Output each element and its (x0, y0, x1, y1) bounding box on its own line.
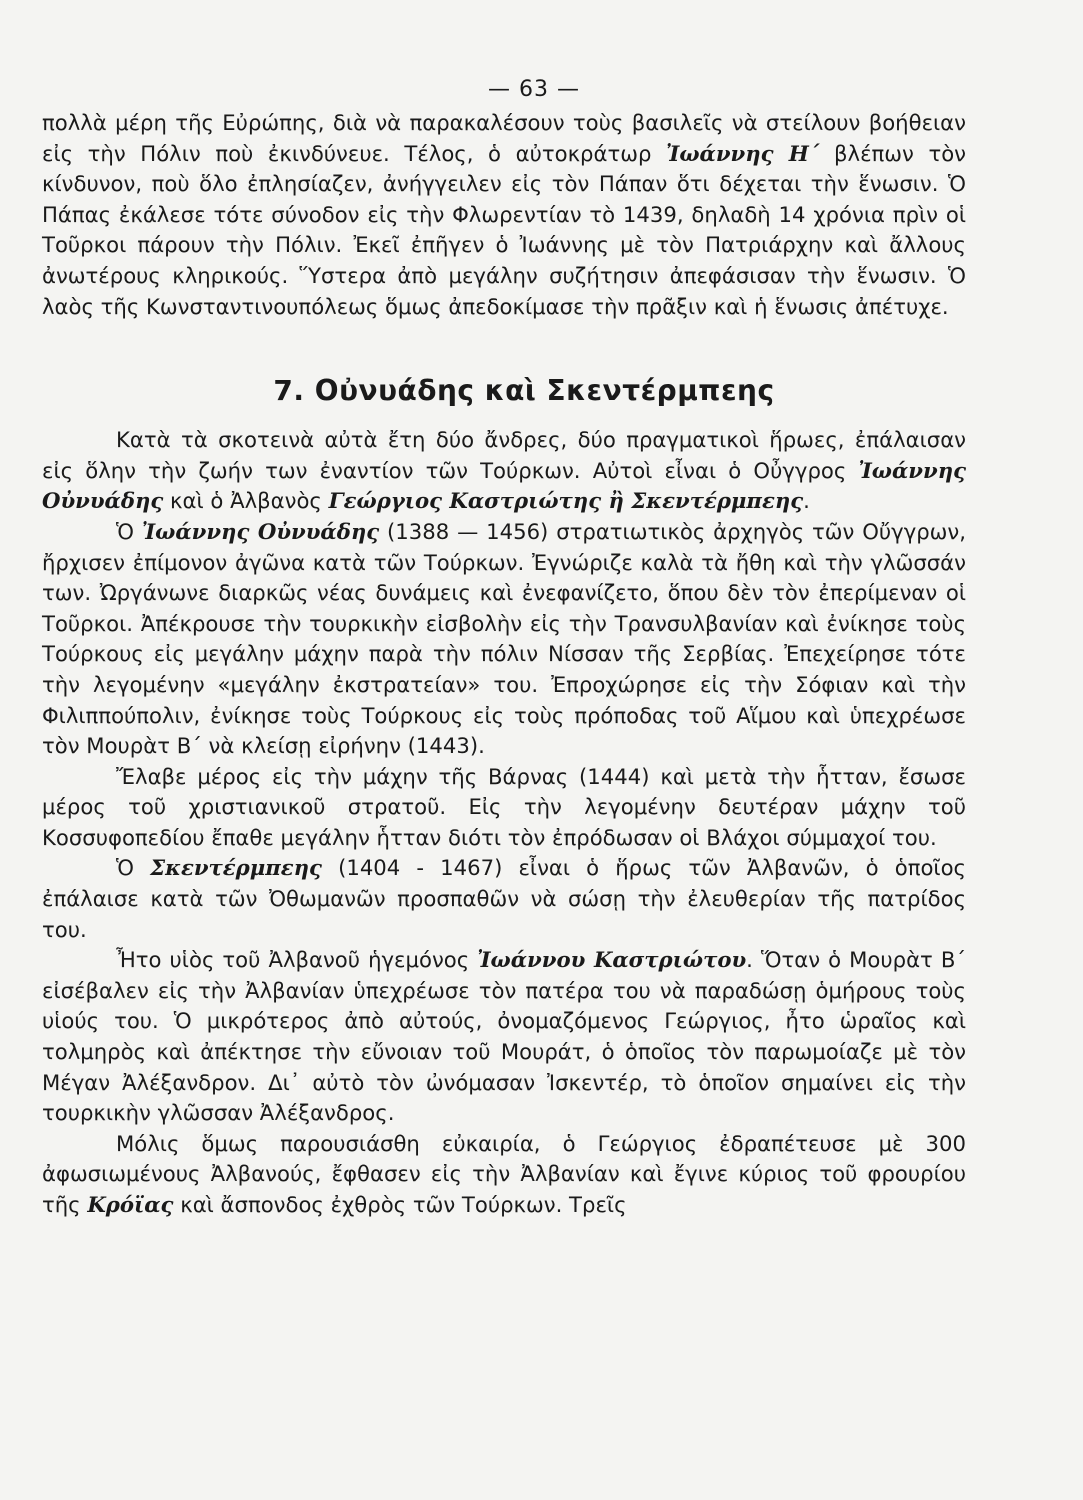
person-name: Ἰωάννης Οὐνυάδης (141, 518, 380, 544)
text-run: Ὁ (116, 855, 151, 881)
text-run: βλέπων τὸν κίνδυνον, ποὺ ὅλο ἐπλησίαζεν, ἀνήγγειλεν εἰς τὸν Πάπαν ὅτι δέχεται τὴν ἕνωσιν. Ὁ Πάπας ἐκάλεσε τότε σύνοδον εἰς τὴν Φλωρεντίαν τὸ 1439, δηλαδὴ 14 χρόνια πρὶν οἱ Τοῦρκοι πάρουν τὴν Πόλιν. Ἐκεῖ ἐπῆγεν ὁ Ἰωάννης μὲ τὸν Πατριάρχην καὶ ἄλλους ἀνωτέρους κληρικούς. Ὕστερα ἀπὸ μεγάλην συζήτησιν ἀπεφάσισαν τὴν ἕνωσιν. Ὁ λαὸς τῆς Κωνσταντινουπόλεως ὅμως ἀπεδοκίμασε τὴν πρᾶξιν καὶ ἡ ἕνωσις ἀπέτυχε. (42, 140, 967, 319)
text-run: καὶ ὁ Ἀλβανὸς (163, 488, 329, 514)
section-title: 7. Οὐνυάδης καὶ Σκεντέρμπεης (273, 374, 775, 408)
paragraph-1 (42, 425, 966, 517)
text-run: Ἦτο υἱὸς τοῦ Ἀλβανοῦ ἡγεμόνος (116, 947, 478, 973)
paragraph-6 (42, 1129, 966, 1221)
text-run: . Ὅταν ὁ Μουρὰτ Β΄ εἰσέβαλεν εἰς τὴν Ἀλβανίαν ὑπεχρέωσε τὸν πατέρα του νὰ παραδώσῃ ὁμήρους τοὺς υἱούς του. Ὁ μικρότερος ἀπὸ αὐτούς, ὀνομαζόμενος Γεώργιος, ἦτο ὡραῖος καὶ τολμηρὸς καὶ ἀπέκτησε τὴν εὔνοιαν τοῦ Μουράτ, ὁ ὁποῖος τὸν παρωμοίαζε μὲ τὸν Μέγαν Ἀλέξανδρον. Δι᾽ αὐτὸ τὸν ὠνόμασαν Ἰσκεντέρ, τὸ ὁποῖον σημαίνει εἰς τὴν τουρκικὴν γλῶσσαν Ἀλέξανδρος. (42, 947, 966, 1126)
text-run: (1404 - 1467) εἶναι ὁ ἥρως τῶν Ἀλβανῶν, ὁ ὁποῖος ἐπάλαισε κατὰ τῶν Ὀθωμανῶν προσπαθῶν νὰ σώσῃ τὴν ἐλευθερίαν τῆς πατρίδος του. (42, 855, 966, 942)
paragraph-3: Ἔλαβε μέρος εἰς τὴν μάχην τῆς Βάρνας (1444) καὶ μετὰ τὴν ἧτταν, ἔσωσε μέρος τοῦ χριστιανικοῦ στρατοῦ. Εἰς τὴν λεγομένην δευτέραν μάχην τοῦ Κοσσυφοπεδίου ἔπαθε μεγάλην ἧτταν διότι τὸν ἐπρόδωσαν οἱ Βλάχοι σύμμαχοί του. (42, 763, 966, 850)
text-run: καὶ ἄσπονδος ἐχθρὸς τῶν Τούρκων. Τρεῖς (173, 1192, 627, 1217)
text-run: Ὁ (116, 518, 142, 544)
intro-paragraph (42, 108, 966, 322)
paragraph-4 (42, 853, 966, 945)
text-run: (1388 — 1456) στρατιωτικὸς ἀρχηγὸς τῶν Οὔγγρων, ἤρχισεν ἐπίμονον ἀγῶνα κατὰ τῶν Τούρκων. Ἐγνώριζε καλὰ τὰ ἤθη καὶ τὴν γλῶσσάν των. Ὠργάνωνε διαρκῶς νέας δυνάμεις καὶ ἐνεφανίζετο, ὅπου δὲν τὸν ἐπερίμεναν οἱ Τοῦρκοι. Ἀπέκρουσε τὴν τουρκικὴν εἰσβολὴν εἰς τὴν Τρανσυλβανίαν καὶ ἐνίκησε τοὺς Τούρκους εἰς μεγάλην μάχην παρὰ τὴν πόλιν Νίσσαν τῆς Σερβίας. Ἐπεχείρησε τότε τὴν λεγομένην «μεγάλην ἐκστρατείαν» του. Ἐπροχώρησε εἰς τὴν Σόφιαν καὶ τὴν Φιλιππούπολιν, ἐνίκησε τοὺς Τούρκους εἰς τοὺς πρόποδας τοῦ Αἵμου καὶ ὑπεχρέωσε τὸν Μουρὰτ Β΄ νὰ κλείσῃ εἰρήνην (1443). (42, 518, 966, 759)
paragraph-5 (42, 945, 966, 1129)
person-name: Ἰωάννου Καστριώτου (477, 947, 747, 973)
person-name: Σκεντέρμπεης (150, 855, 322, 881)
person-name: Γεώργιος Καστριώτης ἢ Σκεντέρμπεης (328, 488, 804, 514)
text-run: Κατὰ τὰ σκοτεινὰ αὐτὰ ἔτη δύο ἄνδρες, δύο πραγματικοὶ ἥρωες, ἐπάλαισαν εἰς ὅλην τὴν ζωήν των ἐναντίον τῶν Τούρκων. Αὐτοὶ εἶναι ὁ Οὖγγρος (42, 427, 966, 483)
text-run: . (803, 488, 810, 514)
text-run: Μόλις ὅμως παρουσιάσθη εὐκαιρία, ὁ Γεώργιος ἐδραπέτευσε μὲ 300 ἀφωσιωμένους Ἀλβανούς, ἔφθασεν εἰς τὴν Ἀλβανίαν καὶ ἔγινε κύριος τοῦ φρουρίου τῆς (42, 1130, 966, 1217)
page-number: — 63 — (488, 77, 580, 102)
place-name: Κρόϊας (87, 1192, 174, 1217)
paragraph-2 (42, 517, 966, 762)
person-name: Ἰωάννης Η΄ (666, 140, 820, 166)
person-name: Ἰωάννης Οὐνυάδης (42, 457, 966, 514)
page (42, 72, 966, 1221)
text-run: πολλὰ μέρη τῆς Εὐρώπης, διὰ νὰ παρακαλέσουν τοὺς βασιλεῖς νὰ στείλουν βοήθειαν εἰς τὴν Πόλιν ποὺ ἐκινδύνευε. Τέλος, ὁ αὐτοκράτωρ (42, 110, 966, 166)
